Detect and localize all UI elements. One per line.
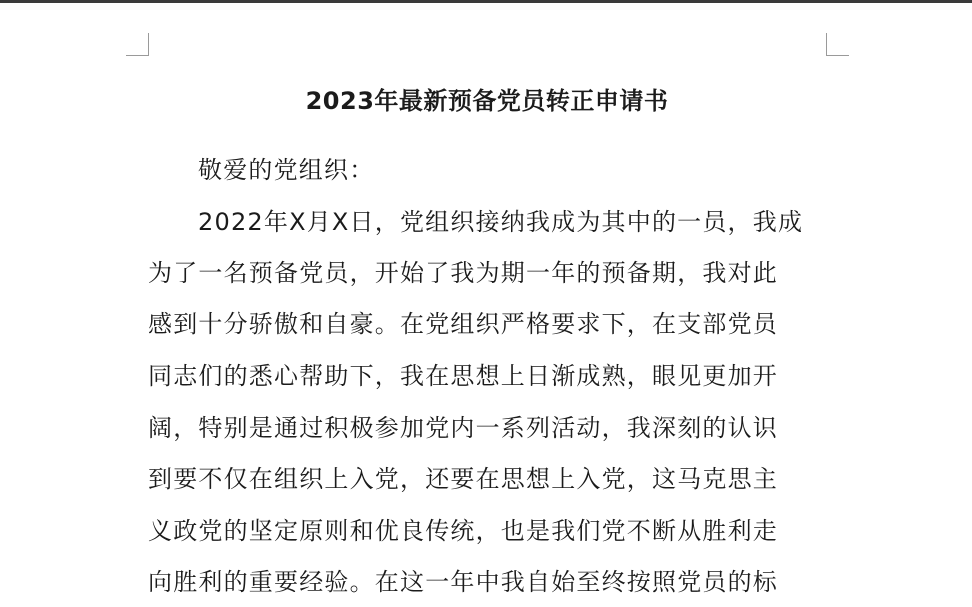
margin-corner-top-right [826,33,849,56]
margin-corner-top-left [126,33,149,56]
body-line-6: 到要不仅在组织上入党，还要在思想上入党，这马克思主 [148,465,778,493]
salutation: 敬爱的党组织： [198,156,375,184]
body-line-7: 义政党的坚定原则和优良传统，也是我们党不断从胜利走 [148,517,778,545]
body-line-5: 阔，特别是通过积极参加党内一系列活动，我深刻的认识 [148,414,778,442]
body-line-3: 感到十分骄傲和自豪。在党组织严格要求下，在支部党员 [148,310,778,338]
body-line-8: 向胜利的重要经验。在这一年中我自始至终按照党员的标 [148,568,778,596]
body-line-1: 2022年X月X日，党组织接纳我成为其中的一员，我成 [198,208,804,236]
body-line-2: 为了一名预备党员，开始了我为期一年的预备期，我对此 [148,259,778,287]
document-title: 2023年最新预备党员转正申请书 [305,87,669,115]
body-line-4: 同志们的悉心帮助下，我在思想上日渐成熟，眼见更加开 [148,362,778,390]
